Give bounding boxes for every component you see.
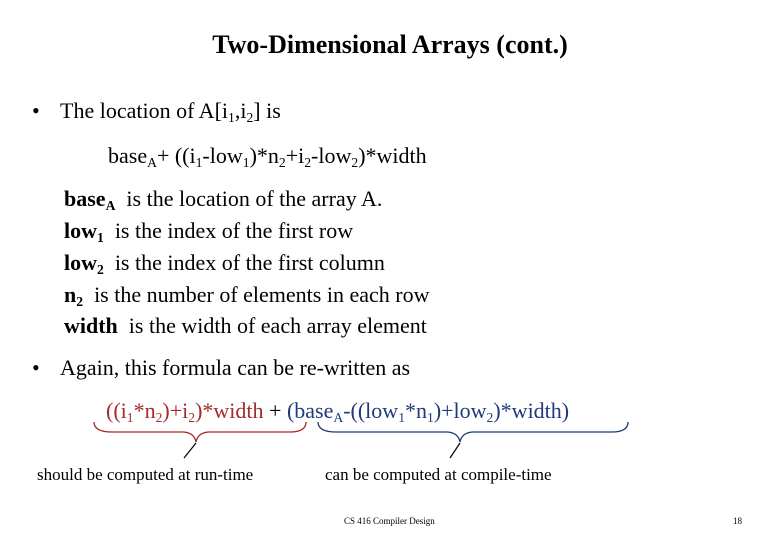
- bullet-location: • The location of $A[i_1,i_2]$ is: [32, 98, 281, 125]
- compiletime-pointer: [450, 443, 460, 458]
- footer-course: CS 416 Compiler Design: [344, 516, 435, 526]
- compiletime-brace: [318, 422, 628, 442]
- compiletime-part: $(base_A-((low_1*n_1)+low_2)*width)$: [286, 398, 570, 425]
- slide-title: Two-Dimensional Arrays (cont.): [212, 30, 568, 59]
- definition-low2: low$_2$ is the index of the first column: [64, 250, 385, 277]
- bullet-rewrite: • Again, this formula can be re-written as: [32, 355, 411, 380]
- definition-n2: $n_2$ is the number of elements in each row: [64, 282, 430, 309]
- definition-width: width is the width of each array element: [64, 313, 427, 338]
- page-number: 18: [733, 516, 742, 526]
- bullet-dot: •: [32, 355, 40, 380]
- definition-base: base$_A$ is the location of the array A.: [64, 186, 383, 213]
- runtime-note: should be computed at run-time: [37, 465, 254, 484]
- runtime-pointer: [184, 443, 196, 458]
- bullet-dot: •: [32, 98, 40, 123]
- address-formula: base$_A$+ $((i_1-low_1)*n_2+i_2-low_2)*width$: [108, 143, 427, 170]
- plus-sign: +: [269, 398, 282, 423]
- compiletime-note: can be computed at compile-time: [325, 465, 552, 484]
- definition-low1: low$_1$ is the index of the first row: [64, 218, 354, 245]
- runtime-part: $((i_1*n_2)+i_2)*width$: [106, 398, 264, 425]
- runtime-brace: [94, 422, 306, 442]
